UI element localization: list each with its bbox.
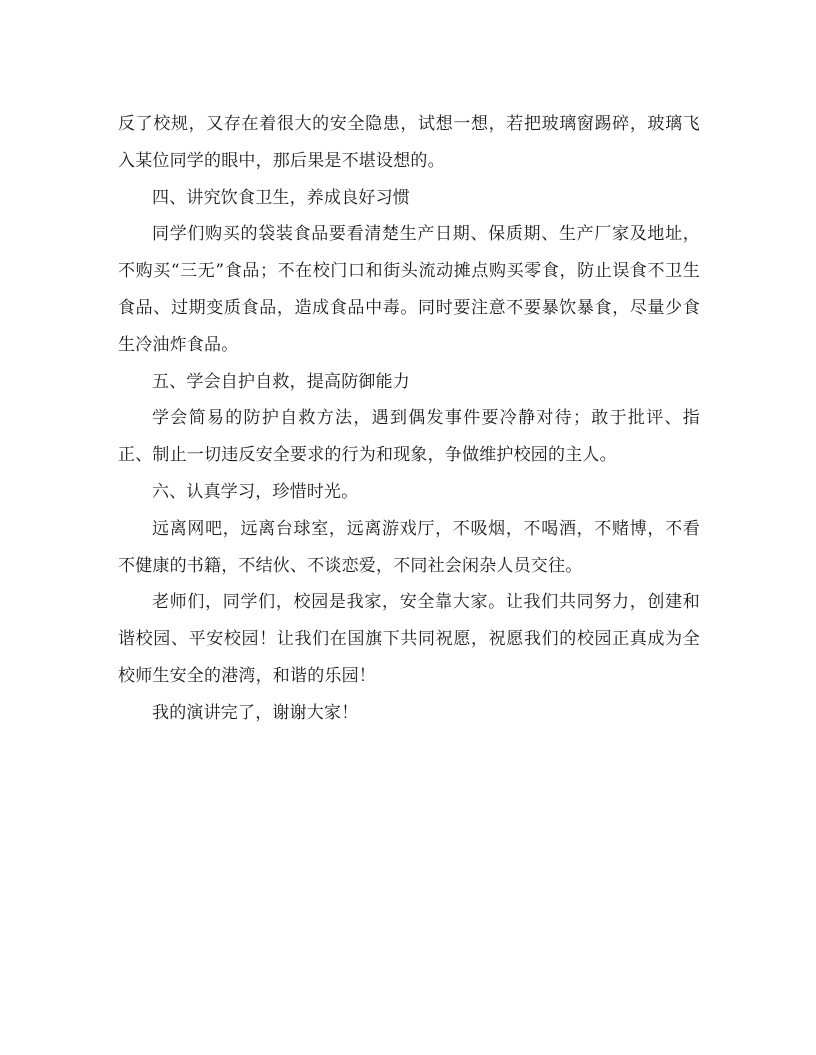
section-heading-food-hygiene: 四、讲究饮食卫生，养成良好习惯 <box>152 187 410 208</box>
section-heading-self-protection: 五、学会自护自救，提高防御能力 <box>152 371 410 392</box>
paragraph-self-protection: 学会简易的防护自救方法，遇到偶发事件要冷静对待；敢于批评、指正、制止一切违反安全要求的行为和现象，争做维护校园的主人。 <box>118 408 700 466</box>
paragraph-continuation: 反了校规，又存在着很大的安全隐患，试想一想，若把玻璃窗踢碎，玻璃飞入某位同学的眼中，那后果是不堪设想的。 <box>118 114 700 171</box>
paragraph-thanks: 我的演讲完了，谢谢大家！ <box>152 702 359 723</box>
document-body <box>118 106 700 732</box>
paragraph-study: 远离网吧，远离台球室，远离游戏厅，不吸烟，不喝酒，不赌博，不看不健康的书籍，不结伙、不谈恋爱，不同社会闲杂人员交往。 <box>118 518 700 576</box>
paragraph-food-hygiene: 同学们购买的袋装食品要看清楚生产日期、保质期、生产厂家及地址，不购买“三无”食品；不在校门口和街头流动摊点购买零食，防止误食不卫生食品、过期变质食品，造成食品中毒。同时要注意不要暴饮暴食，尽量少食生冷油炸食品。 <box>118 224 700 355</box>
section-heading-study: 六、认真学习，珍惜时光。 <box>152 481 359 502</box>
paragraph-closing-appeal: 老师们，同学们，校园是我家，安全靠大家。让我们共同努力，创建和谐校园、平安校园！让我们在国旗下共同祝愿，祝愿我们的校园正真成为全校师生安全的港湾，和谐的乐园！ <box>118 592 700 686</box>
